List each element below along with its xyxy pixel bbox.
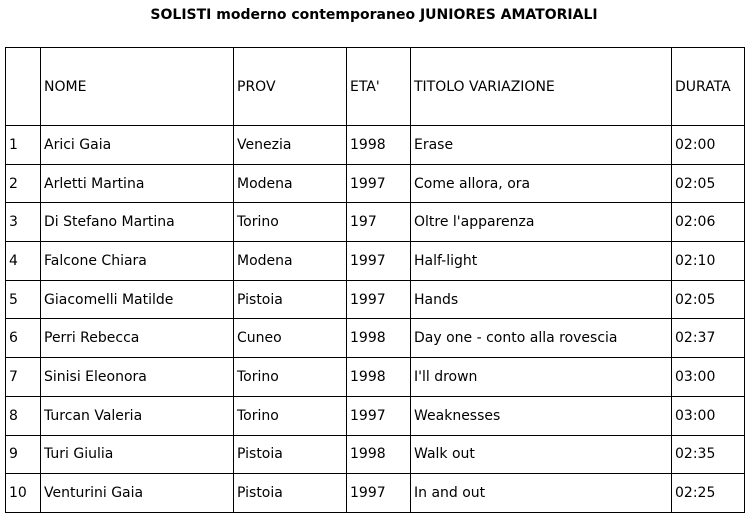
header-titolo-variazione: TITOLO VARIAZIONE <box>411 48 672 126</box>
cell-prov: Pistoia <box>234 435 347 474</box>
cell-nome: Arici Gaia <box>41 126 234 165</box>
cell-nome: Turcan Valeria <box>41 396 234 435</box>
cell-prov: Torino <box>234 396 347 435</box>
table-row <box>6 396 745 435</box>
cell-durata: 03:00 <box>672 396 745 435</box>
cell-number: 7 <box>6 358 41 397</box>
results-table <box>5 47 745 513</box>
cell-durata: 02:25 <box>672 474 745 513</box>
cell-nome: Sinisi Eleonora <box>41 358 234 397</box>
cell-titolo: Come allora, ora <box>411 164 672 203</box>
table-row <box>6 164 745 203</box>
cell-titolo: Half-light <box>411 242 672 281</box>
cell-nome: Arletti Martina <box>41 164 234 203</box>
cell-number: 10 <box>6 474 41 513</box>
cell-number: 8 <box>6 396 41 435</box>
cell-number: 3 <box>6 203 41 242</box>
cell-number: 6 <box>6 319 41 358</box>
cell-prov: Torino <box>234 203 347 242</box>
cell-durata: 02:00 <box>672 126 745 165</box>
cell-durata: 02:06 <box>672 203 745 242</box>
cell-titolo: Oltre l'apparenza <box>411 203 672 242</box>
cell-number: 9 <box>6 435 41 474</box>
cell-number: 5 <box>6 280 41 319</box>
cell-durata: 02:35 <box>672 435 745 474</box>
cell-prov: Modena <box>234 164 347 203</box>
cell-eta: 1997 <box>347 242 411 281</box>
cell-titolo: Weaknesses <box>411 396 672 435</box>
cell-nome: Venturini Gaia <box>41 474 234 513</box>
cell-titolo: Day one - conto alla rovescia <box>411 319 672 358</box>
table-row <box>6 242 745 281</box>
cell-durata: 02:05 <box>672 280 745 319</box>
table-row <box>6 126 745 165</box>
cell-eta: 1997 <box>347 474 411 513</box>
cell-durata: 02:10 <box>672 242 745 281</box>
cell-titolo: I'll drown <box>411 358 672 397</box>
cell-durata: 02:37 <box>672 319 745 358</box>
cell-prov: Venezia <box>234 126 347 165</box>
cell-nome: Di Stefano Martina <box>41 203 234 242</box>
cell-nome: Turi Giulia <box>41 435 234 474</box>
table-row <box>6 358 745 397</box>
cell-prov: Pistoia <box>234 280 347 319</box>
header-nome: NOME <box>41 48 234 126</box>
cell-number: 2 <box>6 164 41 203</box>
cell-eta: 1997 <box>347 164 411 203</box>
cell-prov: Torino <box>234 358 347 397</box>
cell-prov: Pistoia <box>234 474 347 513</box>
cell-eta: 1998 <box>347 126 411 165</box>
cell-eta: 1998 <box>347 358 411 397</box>
cell-nome: Falcone Chiara <box>41 242 234 281</box>
cell-titolo: Erase <box>411 126 672 165</box>
cell-number: 1 <box>6 126 41 165</box>
cell-prov: Modena <box>234 242 347 281</box>
cell-eta: 197 <box>347 203 411 242</box>
cell-durata: 03:00 <box>672 358 745 397</box>
cell-eta: 1997 <box>347 280 411 319</box>
table-row <box>6 474 745 513</box>
header-number <box>6 48 41 126</box>
cell-titolo: Hands <box>411 280 672 319</box>
header-eta: ETA' <box>347 48 411 126</box>
cell-eta: 1997 <box>347 396 411 435</box>
header-durata: DURATA <box>672 48 745 126</box>
cell-titolo: In and out <box>411 474 672 513</box>
table-row <box>6 203 745 242</box>
table-row <box>6 435 745 474</box>
cell-number: 4 <box>6 242 41 281</box>
cell-eta: 1998 <box>347 319 411 358</box>
cell-titolo: Walk out <box>411 435 672 474</box>
cell-eta: 1998 <box>347 435 411 474</box>
table-row <box>6 280 745 319</box>
header-prov: PROV <box>234 48 347 126</box>
table-row <box>6 319 745 358</box>
page-title: SOLISTI moderno contemporaneo JUNIORES AMATORIALI <box>150 7 598 23</box>
cell-prov: Cuneo <box>234 319 347 358</box>
cell-nome: Giacomelli Matilde <box>41 280 234 319</box>
cell-durata: 02:05 <box>672 164 745 203</box>
cell-nome: Perri Rebecca <box>41 319 234 358</box>
header-row <box>6 48 745 126</box>
